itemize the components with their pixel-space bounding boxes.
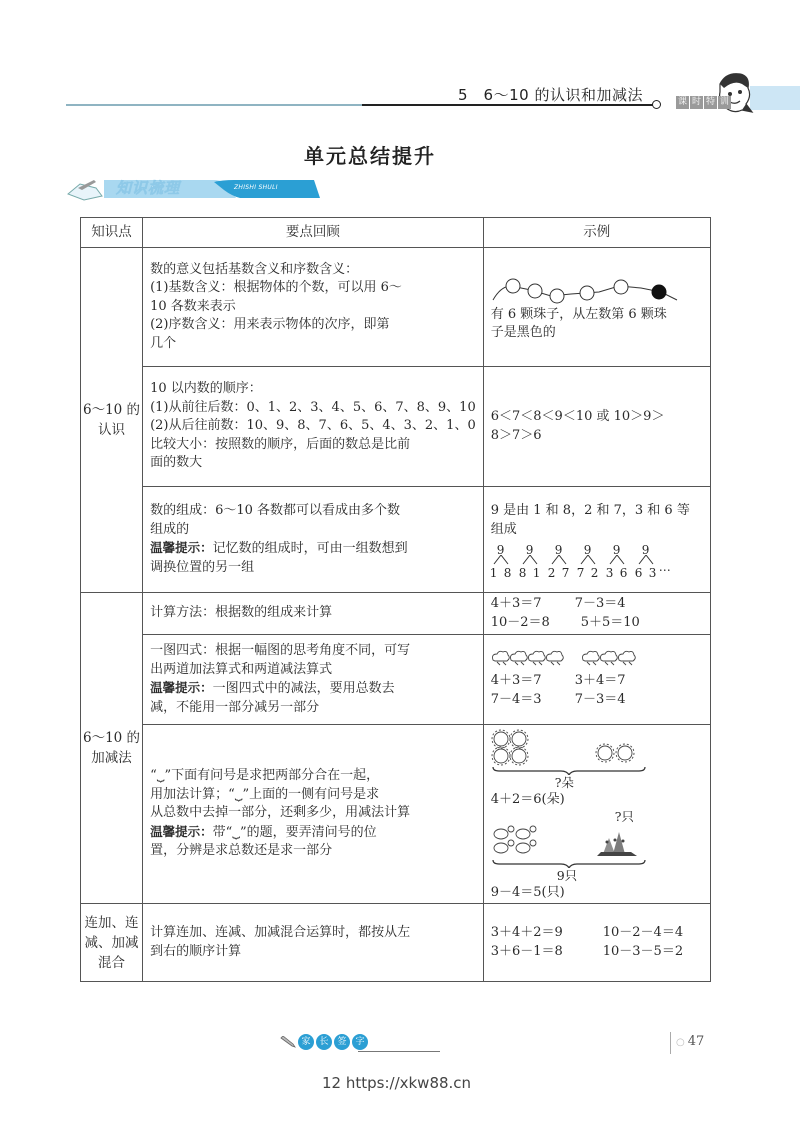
- page-number-divider: [670, 1032, 671, 1054]
- section-banner: [64, 176, 324, 202]
- table-row: [81, 487, 711, 593]
- example-cell: [483, 487, 710, 593]
- table-row: [81, 248, 711, 367]
- review-line: 几个: [150, 335, 177, 351]
- review-line: 数的意义包括基数含义和序数含义：: [150, 261, 359, 277]
- equation: 3＋4＝7: [574, 673, 626, 689]
- header-tag: [676, 96, 731, 109]
- split-total: 9: [496, 543, 505, 557]
- tip-line: 带“⏟”的题，要弄清问号的位: [212, 824, 377, 840]
- topic-cell: [81, 904, 143, 982]
- tip-line: 减，不能用一部分减另一部分: [150, 699, 320, 715]
- example-line: 有 6 颗珠子，从左数第 6 颗珠: [490, 306, 667, 322]
- tip-label: 温馨提示：: [150, 680, 213, 695]
- example-cell: [483, 367, 710, 487]
- equation: 3＋4＋2＝9: [490, 925, 563, 940]
- review-line: 10 以内数的顺序：: [150, 381, 262, 397]
- knowledge-table: [80, 217, 711, 982]
- equation: 10－2－4＝4: [602, 925, 684, 940]
- example-cell: [483, 593, 710, 635]
- split-total: 9: [554, 543, 563, 557]
- review-line: 从总数中去掉一部分，还剩多少，用减法计算: [150, 805, 411, 821]
- equations: [491, 595, 703, 632]
- review-line: (1)基数含义：根据物体的个数，可以用 6～: [150, 280, 402, 296]
- watermark: 12 https://xkw88.cn: [322, 1074, 472, 1092]
- tip-line: 一图四式中的减法，要用总数去: [212, 681, 395, 696]
- review-line: 计算方法：根据数的组成来计算: [150, 605, 333, 621]
- sign-char: 家: [298, 1034, 314, 1050]
- topic-line: 减、加减: [84, 934, 139, 951]
- review-line: 组成的: [150, 521, 190, 537]
- equation: 10－3－5＝2: [602, 943, 684, 959]
- beads-string-figure: [491, 272, 681, 306]
- tip-line: 调换位置的另一组: [150, 559, 255, 575]
- split-left: 1: [489, 566, 498, 580]
- table-row: [81, 593, 711, 635]
- topic-line: 混合: [98, 954, 126, 971]
- review-line: 到右的顺序计算: [150, 943, 242, 959]
- brace-label: 9只: [556, 867, 578, 883]
- equation: 9－4＝5(只): [490, 884, 565, 900]
- number-split: [634, 541, 657, 580]
- example-cell: [483, 904, 710, 982]
- topic-line: 加减法: [91, 750, 132, 766]
- table-row: [81, 635, 711, 725]
- split-left: 6: [634, 566, 643, 580]
- example-cell: [483, 635, 710, 725]
- chapter-title: 5 6～10 的认识和加减法: [458, 86, 643, 104]
- review-line: 10 各数来表示: [150, 298, 236, 314]
- split-right: 1: [532, 566, 541, 580]
- review-line: 计算连加、连减、加减混合运算时，都按从左: [150, 925, 411, 940]
- split-right: 6: [619, 566, 628, 580]
- review-line: 一图四式：根据一幅图的思考角度不同，可写: [150, 643, 411, 658]
- equation: 4＋3＝7: [490, 596, 542, 611]
- number-split: [547, 541, 570, 580]
- equations: [491, 672, 703, 709]
- tag-char: 特: [705, 97, 715, 107]
- review-line: (2)从后往前数：10、9、8、7、6、5、4、3、2、1、0: [150, 418, 476, 434]
- col-header-topic: 知识点: [81, 218, 143, 248]
- banner-label: 知识梳理: [116, 179, 181, 197]
- sign-char: 长: [316, 1034, 332, 1050]
- split-left: 2: [547, 566, 556, 580]
- banner-subtitle: ZHISHI SHULI: [234, 184, 278, 191]
- header-rule-end-dot: [652, 100, 661, 109]
- page-number-value: 47: [687, 1034, 705, 1049]
- ellipsis: …: [658, 559, 671, 574]
- example-line: 6＜7＜8＜9＜10 或 10＞9＞: [490, 409, 665, 424]
- question-label: ?只: [614, 808, 634, 824]
- topic-line: 6～10 的: [83, 730, 141, 746]
- split-left: 8: [518, 566, 527, 580]
- tip-label: 温馨提示：: [150, 540, 213, 555]
- col-header-example: 示例: [483, 218, 710, 248]
- number-split: [518, 541, 541, 580]
- banner-shape: [64, 176, 324, 202]
- equation: 7－3＝4: [574, 691, 626, 707]
- header-rule-blue: [66, 104, 362, 106]
- review-cell: [143, 248, 484, 367]
- review-line: 用加法计算；“⏟”上面的一侧有问号是求: [150, 786, 380, 802]
- flowers-figure: [491, 729, 651, 775]
- page-title: 单元总结提升: [304, 144, 436, 168]
- sign-char: 签: [334, 1034, 350, 1050]
- birds-figure: [491, 810, 703, 868]
- equations: [491, 924, 703, 961]
- equation: 4＋2＝6(朵): [490, 792, 565, 807]
- number-split: [489, 541, 512, 580]
- topic-line: 6～10 的: [83, 402, 141, 418]
- brace-label: ?朵: [554, 775, 574, 790]
- equation: 3＋6－1＝8: [490, 943, 563, 959]
- split-total: 9: [525, 543, 534, 557]
- topic-line: 认识: [98, 422, 126, 438]
- number-splits: [489, 541, 703, 580]
- number-split: [605, 541, 628, 580]
- review-line: 比较大小：按照数的顺序，后面的数总是比前: [150, 436, 411, 452]
- example-cell: [483, 248, 710, 367]
- split-right: 8: [503, 566, 512, 580]
- sign-char: 字: [352, 1034, 368, 1050]
- tip-line: 记忆数的组成时，可由一组数想到: [212, 541, 408, 556]
- table-row: [81, 367, 711, 487]
- parent-signature: [280, 1034, 368, 1050]
- review-line: 出两道加法算式和两道减法算式: [150, 661, 333, 677]
- review-cell: [143, 367, 484, 487]
- example-line: 8＞7＞6: [490, 427, 542, 443]
- number-split: [576, 541, 599, 580]
- col-header-review: 要点回顾: [143, 218, 484, 248]
- split-right: 7: [561, 566, 570, 580]
- review-line: (2)序数含义：用来表示物体的次序，即第: [150, 317, 390, 333]
- tag-char: 课: [677, 97, 687, 107]
- birds-icon: [491, 810, 651, 868]
- header-color-band: [750, 86, 800, 110]
- signature-line[interactable]: [358, 1051, 440, 1052]
- pencil-icon: [280, 1036, 296, 1048]
- split-right: 2: [590, 566, 599, 580]
- tag-char: 时: [691, 97, 701, 107]
- tip-label: 温馨提示：: [150, 823, 213, 839]
- equation: 7－4＝3: [490, 691, 542, 707]
- table-row: [81, 725, 711, 904]
- tag-char: 训: [719, 97, 729, 107]
- split-total: 9: [641, 543, 650, 557]
- review-line: 数的组成：6～10 各数都可以看成由多个数: [150, 503, 401, 518]
- topic-line: 连加、连: [84, 914, 139, 931]
- equation: 10－2＝8: [490, 614, 550, 630]
- split-right: 3: [648, 566, 657, 580]
- example-line: 组成: [490, 521, 517, 537]
- example-line: 9 是由 1 和 8，2 和 7，3 和 6 等: [490, 503, 690, 518]
- review-line: “⏟”下面有问号是求把两部分合在一起，: [150, 768, 380, 784]
- example-cell: [483, 725, 710, 904]
- review-cell: [143, 593, 484, 635]
- review-cell: [143, 487, 484, 593]
- split-total: 9: [612, 543, 621, 557]
- page-number: ○ 47: [676, 1034, 705, 1049]
- example-line: 子是黑色的: [490, 325, 556, 340]
- review-line: (1)从前往后数：0、1、2、3、4、5、6、7、8、9、10: [150, 399, 476, 415]
- table-header-row: [81, 218, 711, 248]
- equation: 7－3＝4: [574, 596, 626, 611]
- split-left: 3: [605, 566, 614, 580]
- equation: 5＋5＝10: [580, 614, 640, 630]
- topic-cell: [81, 248, 143, 593]
- review-line: 面的数大: [150, 455, 203, 471]
- table-row: [81, 904, 711, 982]
- review-cell: [143, 635, 484, 725]
- split-total: 9: [583, 543, 592, 557]
- equation: 4＋3＝7: [490, 673, 542, 689]
- topic-cell: [81, 593, 143, 904]
- review-cell: [143, 904, 484, 982]
- split-left: 7: [576, 566, 585, 580]
- review-cell: [143, 725, 484, 904]
- clouds-figure: [491, 650, 671, 666]
- tip-line: 置，分辨是求总数还是求一部分: [150, 843, 333, 859]
